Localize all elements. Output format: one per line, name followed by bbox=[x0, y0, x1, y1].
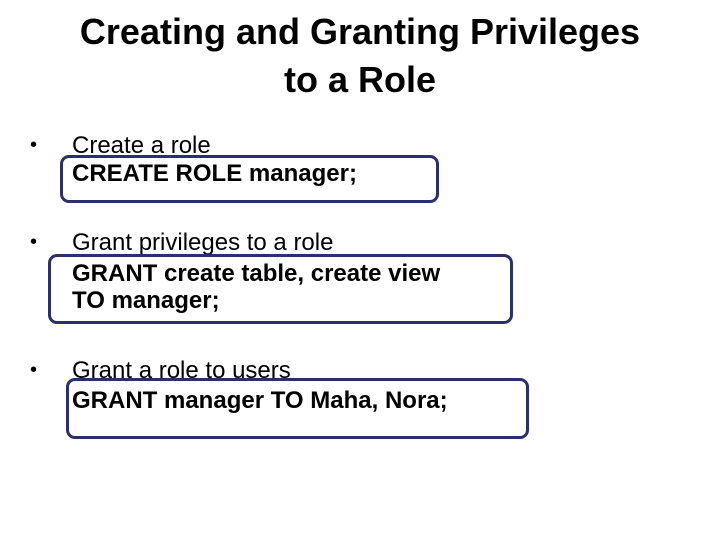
command-line: GRANT manager TO Maha, Nora; bbox=[72, 387, 448, 414]
bullet-label: Create a role bbox=[72, 132, 211, 159]
bullet-grant-privileges bbox=[30, 229, 333, 256]
bullet-icon: • bbox=[30, 134, 38, 156]
bullet-label: Grant a role to users bbox=[72, 357, 291, 384]
bullet-icon: • bbox=[30, 359, 38, 381]
title-line-1: Creating and Granting Privileges bbox=[79, 11, 641, 52]
command-create-role bbox=[72, 160, 357, 187]
command-line: TO manager; bbox=[72, 287, 220, 314]
bullet-label: Grant privileges to a role bbox=[72, 229, 334, 256]
command-grant-role-users bbox=[72, 387, 448, 414]
command-line: CREATE ROLE manager; bbox=[72, 160, 357, 187]
slide-title bbox=[0, 8, 720, 104]
title-line-2: to a Role bbox=[283, 59, 436, 100]
command-grant-privileges bbox=[72, 260, 440, 314]
command-line: GRANT create table, create view bbox=[72, 260, 441, 287]
bullet-icon: • bbox=[30, 231, 38, 253]
